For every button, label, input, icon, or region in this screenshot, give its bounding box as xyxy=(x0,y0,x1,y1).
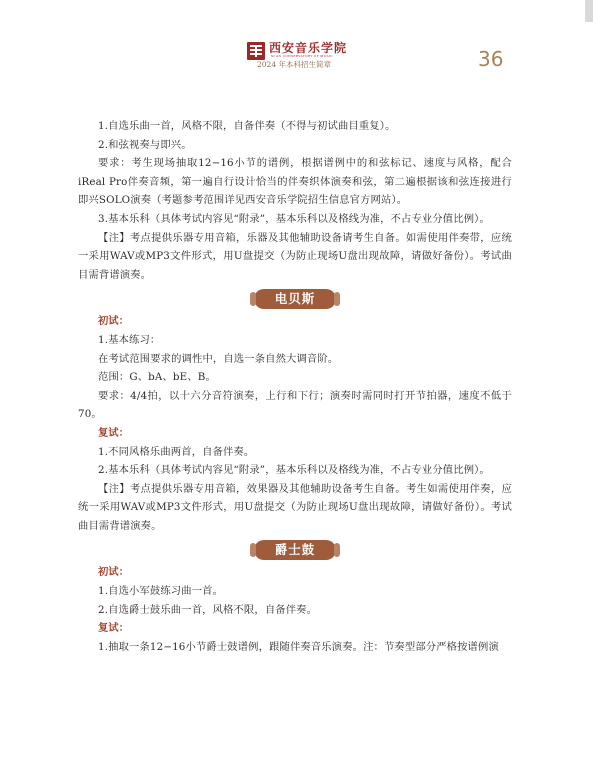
school-name: 西安音乐学院 xyxy=(269,41,348,55)
paragraph: 2.基本乐科（具体考试内容见“附录”，基本乐科以及格线为准，不占专业分值比例）。 xyxy=(98,464,490,477)
prelim-heading: 初试： xyxy=(98,315,129,328)
note-paragraph: 【注】考点提供乐器专用音箱，效果器及其他辅助设备考生自备。考生如需使用伴奏，应统一采用WAV或MP3文件形式，用U盘提交（为防止现场U盘出现故障，请做好备份）。考试曲目需背谱演奏。 xyxy=(78,482,512,532)
paragraph: 1.自选小军鼓练习曲一首。 xyxy=(98,585,224,598)
page-corner-mark xyxy=(585,0,593,22)
paragraph: 2.和弦视奏与即兴。 xyxy=(98,138,192,151)
paragraph: 在考试范围要求的调性中，自选一条自然大调音阶。 xyxy=(98,352,339,365)
page-number: 36 xyxy=(478,47,504,71)
paragraph: 2.自选爵士鼓乐曲一首，风格不限，自备伴奏。 xyxy=(98,603,318,616)
paragraph: 3.基本乐科（具体考试内容见“附录”，基本乐科以及格线为准，不占专业分值比例）。 xyxy=(98,212,490,225)
second-round-heading: 复试： xyxy=(98,622,129,635)
section-title: 电贝斯 xyxy=(254,289,336,309)
paragraph: 要求：考生现场抽取12−16小节的谱例，根据谱例中的和弦标记、速度与风格，配合iReal Pro伴奏音频，第一遍自行设计恰当的伴奏织体演奏和弦，第二遍根据该和弦连接进行即兴SOLO演奏（考题参考范围详见西安音乐学院招生信息官方网站）。 xyxy=(78,157,512,207)
paragraph: 1.基本练习： xyxy=(98,333,161,346)
section-banner-bass xyxy=(78,284,512,312)
paragraph: 要求：4/4拍，以十六分音符演奏，上行和下行；演奏时需同时打开节拍器，速度不低于70。 xyxy=(78,389,512,421)
note-paragraph: 【注】考点提供乐器专用音箱，乐器及其他辅助设备请考生自备。如需使用伴奏带，应统一采用WAV或MP3文件形式，用U盘提交（为防止现场U盘出现故障，请做好备份）。考试曲目需背谱演奏。 xyxy=(78,231,512,281)
page-header xyxy=(0,37,593,77)
paragraph: 范围：G、bA、bE、B。 xyxy=(98,371,216,384)
second-round-heading: 复试： xyxy=(98,426,129,439)
header-subtitle: 2024 年本科招生简章 xyxy=(257,60,331,69)
paragraph: 1.自选乐曲一首，风格不限，自备伴奏（不得与初试曲目重复）。 xyxy=(98,120,396,132)
section-banner-drums xyxy=(78,535,512,563)
paragraph: 1.不同风格乐曲两首，自备伴奏。 xyxy=(98,445,255,458)
section-title: 爵士鼓 xyxy=(254,540,336,560)
school-english-name: XI'AN CONSERVATORY OF MUSIC xyxy=(271,54,333,58)
prelim-heading: 初试： xyxy=(98,566,129,579)
page-content xyxy=(78,117,512,656)
paragraph: 1.抽取一条12−16小节爵士鼓谱例，跟随伴奏音乐演奏。注：节奏型部分严格按谱例演 xyxy=(98,640,499,653)
